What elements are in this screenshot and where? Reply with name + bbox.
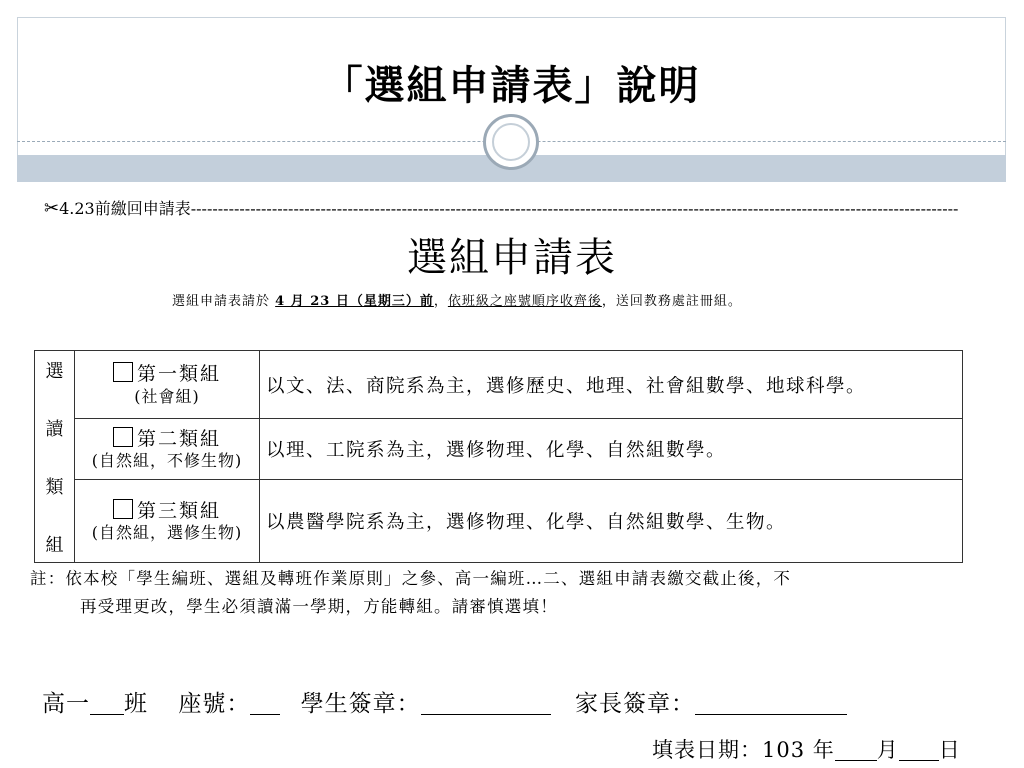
parent-signature-field[interactable]: [695, 714, 847, 715]
group-option-2[interactable]: 第二類組 (自然組，不修生物): [75, 419, 260, 480]
side-label-char: 類: [45, 476, 64, 498]
form-title: 選組申請表: [407, 235, 617, 281]
deadline-text: 4 月 23 日（星期三）前: [275, 294, 434, 309]
table-row: [35, 419, 963, 480]
student-signature-field[interactable]: [421, 714, 551, 715]
group-selection-table: [34, 350, 963, 563]
side-label-char: 讀: [45, 418, 64, 440]
checkbox-group-3[interactable]: [113, 499, 133, 519]
month-field[interactable]: [835, 760, 877, 761]
header-circle-ornament: [483, 114, 539, 170]
group-description: 以理、工院系為主，選修物理、化學、自然組數學。: [260, 419, 963, 480]
form-instruction: 選組申請表請於 4 月 23 日（星期三）前，依班級之座號順序收齊後，送回教務處註冊組。: [172, 294, 742, 309]
note-line: 再受理更改，學生必須讀滿一學期，方能轉組。請審慎選填！: [80, 597, 558, 616]
checkbox-group-2[interactable]: [113, 427, 133, 447]
date-line: 填表日期：103 年 月 日: [652, 738, 961, 762]
cut-line-dashes: ----------------------------------------------------------------------------------------------------------------------------------------------: [190, 199, 959, 218]
day-field[interactable]: [899, 760, 939, 761]
page-title: 「選組申請表」說明: [322, 62, 701, 109]
cut-line: [44, 196, 984, 218]
side-label-char: 組: [45, 534, 64, 556]
side-label-cell: [35, 351, 75, 563]
group-option-1[interactable]: 第一類組 (社會組): [75, 351, 260, 419]
group-option-3[interactable]: 第三類組 (自然組，選修生物): [75, 480, 260, 563]
table-row: [35, 351, 963, 419]
cut-line-text: 4.23前繳回申請表: [59, 199, 191, 218]
table-row: [35, 480, 963, 563]
checkbox-group-1[interactable]: [113, 362, 133, 382]
collect-text: 依班級之座號順序收齊後: [447, 294, 602, 309]
side-label-char: 選: [45, 360, 64, 382]
group-description: 以農醫學院系為主，選修物理、化學、自然組數學、生物。: [260, 480, 963, 563]
group-description: 以文、法、商院系為主，選修歷史、地理、社會組數學、地球科學。: [260, 351, 963, 419]
scissors-icon: ✂: [44, 198, 60, 218]
note: [30, 565, 995, 621]
seat-field[interactable]: [250, 714, 280, 715]
signature-line: 高一 班 座號： 學生簽章： 家長簽章：: [42, 685, 847, 718]
class-field[interactable]: [90, 714, 124, 715]
note-line: 註：依本校「學生編班、選組及轉班作業原則」之參、高一編班…二、選組申請表繳交截止後，不: [30, 569, 792, 588]
